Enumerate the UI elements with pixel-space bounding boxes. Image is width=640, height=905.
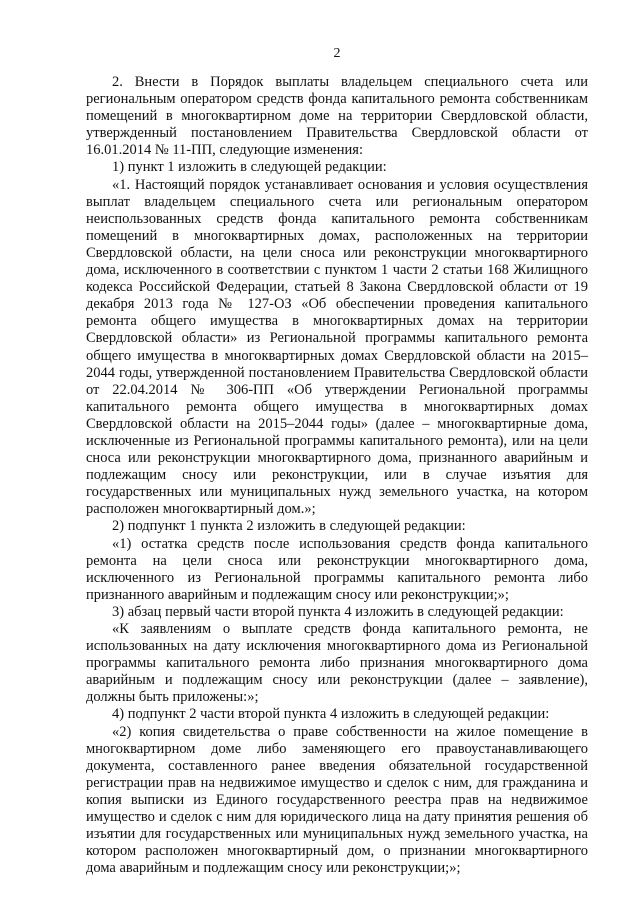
paragraph-item-1-text: «1. Настоящий порядок устанавливает основания и условия осуществления выплат владельцем специального счета или региональным оператором неиспользованных средств фонда капитального ремонта собственникам помещений в многоквартирных домах, расположенных на территории Свердловской области, на цели сноса или реконструкции многоквартирного дома, исключенного в соответствии с пунктом 1 части 2 статьи 168 Жилищного кодекса Российской Федерации, статьей 8 Закона Свердловской области от 19 декабря 2013 года № 127-ОЗ «Об обеспечении проведения капитального ремонта общего имущества в многоквартирных домах на территории Свердловской области» из Региональной программы капитального ремонта общего имущества в многоквартирных домах Свердловской области на 2015–2044 годы, утвержденной постановлением Правительства Свердловской области от 22.04.2014 № 306-ПП «Об утверждении Региональной программы капитального ремонта общего имущества в многоквартирных домах Свердловской области на 2015–2044 годы» (далее – многоквартирные дома, исключенные из Региональной программы капитального ремонта), или на цели сноса или реконструкции многоквартирного дома, признанного аварийным и подлежащим сносу или реконструкции, или в случае изъятия для государственных или муниципальных нужд земельного участка, на котором расположен многоквартирный дом.»;: [86, 176, 588, 518]
paragraph-item-4-text: «2) копия свидетельства о праве собственности на жилое помещение в многоквартирном доме либо заменяющего его правоустанавливающего документа, составленного ранее введения обязательной государственной регистрации прав на недвижимое имущество и сделок с ним, для гражданина и копия выписки из Единого государственного реестра прав на недвижимое имущество и сделок с ним для юридического лица на дату принятия решения об изъятии для государственных или муниципальных нужд земельного участка, на котором расположен многоквартирный дом, о признании многоквартирного дома аварийным и подлежащим сносу или реконструкции;»;: [86, 723, 588, 877]
page-number: 2: [333, 46, 341, 61]
document-body: [86, 74, 588, 877]
paragraph-item-2-heading: 2) подпункт 1 пункта 2 изложить в следующей редакции:: [112, 518, 466, 535]
paragraph-item-3-heading: 3) абзац первый части второй пункта 4 изложить в следующей редакции:: [112, 603, 564, 620]
paragraph-item-2-text: «1) остатка средств после использования средств фонда капитального ремонта на цели сноса или реконструкции многоквартирного дома, исключенного из Региональной программы капитального ремонта либо признанного аварийным и подлежащим сносу или реконструкции;»;: [86, 535, 588, 603]
paragraph-item-4-heading: 4) подпункт 2 части второй пункта 4 изложить в следующей редакции:: [112, 706, 550, 723]
paragraph-item-1-heading: 1) пункт 1 изложить в следующей редакции:: [112, 159, 387, 176]
paragraph-amendment-intro: 2. Внести в Порядок выплаты владельцем специального счета или региональным оператором средств фонда капитального ремонта собственникам помещений в многоквартирном доме на территории Свердловской области, утвержденный постановлением Правительства Свердловской области от 16.01.2014 № 11-ПП, следующие изменения:: [86, 74, 588, 159]
paragraph-item-3-text: «К заявлениям о выплате средств фонда капитального ремонта, не использованных на дату исключения многоквартирного дома из Региональной программы капитального ремонта либо признания многоквартирного дома аварийным и подлежащим сносу или реконструкции (далее – заявление), должны быть приложены:»;: [86, 621, 588, 706]
